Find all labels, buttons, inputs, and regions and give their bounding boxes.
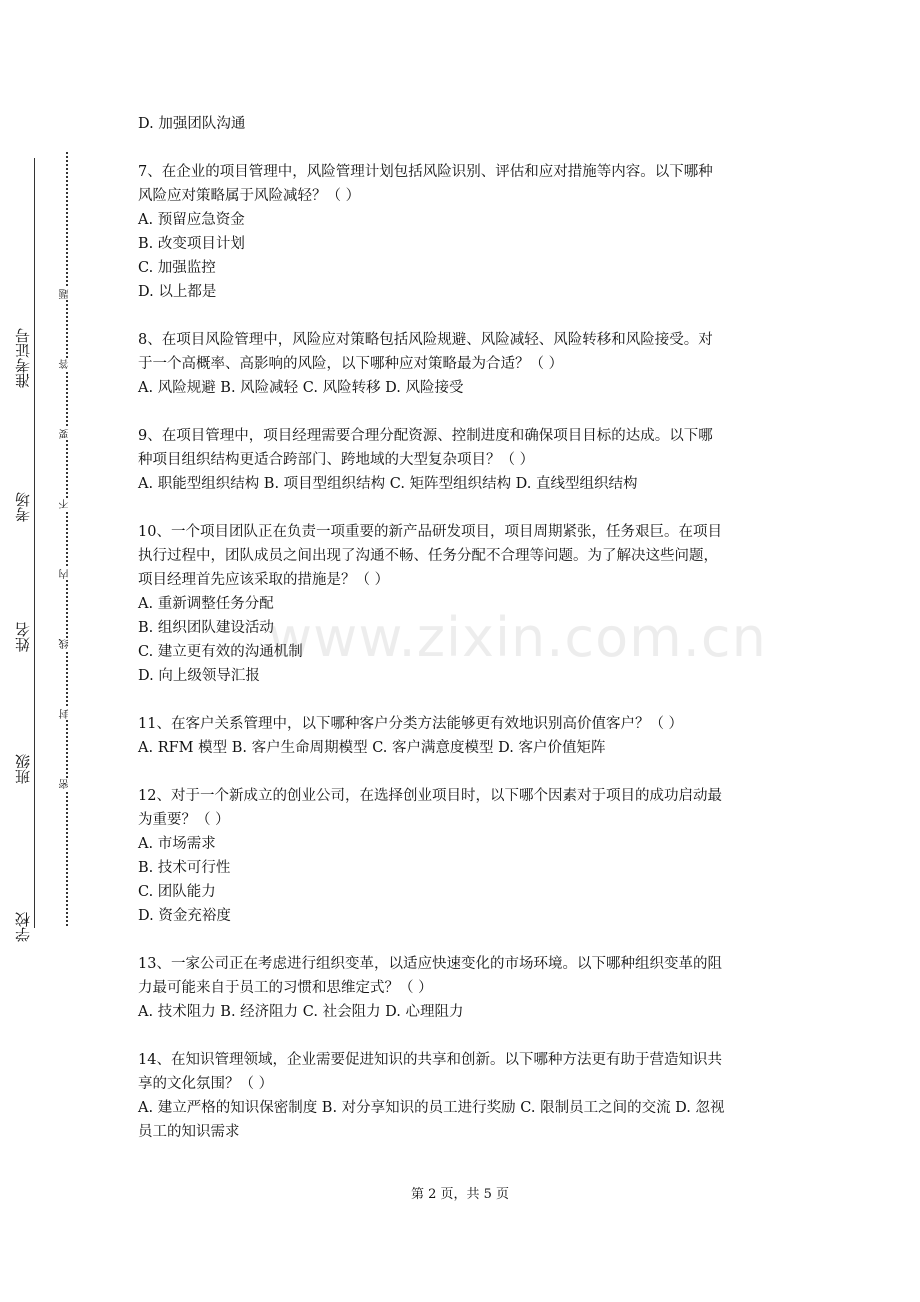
- question-10-line-3: 项目经理首先应该采取的措施是？（ ）: [138, 572, 390, 588]
- question-7-line-2: 风险应对策略属于风险减轻？（ ）: [138, 188, 361, 204]
- seal-dotted-line: [66, 152, 68, 926]
- seal-char: 密: [60, 779, 71, 789]
- option-line: A. 建立严格的知识保密制度 B. 对分享知识的员工进行奖励 C. 限制员工之间的交流 D. 忽视: [138, 1100, 725, 1116]
- question-11-line-1: 11、在客户关系管理中，以下哪种客户分类方法能够更有效地识别高价值客户？（ ）: [138, 716, 684, 732]
- question-7-line-1: 7、在企业的项目管理中，风险管理计划包括风险识别、评估和应对措施等内容。以下哪种: [138, 164, 713, 180]
- question-8-line-2: 于一个高概率、高影响的风险，以下哪种应对策略最为合适？（ ）: [138, 356, 564, 372]
- seal-char: 要: [60, 429, 71, 439]
- option-line: B. 组织团队建设活动: [138, 620, 274, 636]
- option-line: A. 风险规避 B. 风险减轻 C. 风险转移 D. 风险接受: [138, 380, 464, 396]
- option-line: D. 以上都是: [138, 284, 217, 300]
- spacer: [138, 760, 786, 784]
- question-10-line-1: 10、一个项目团队正在负责一项重要的新产品研发项目，项目周期紧张，任务艰巨。在项目: [138, 524, 722, 540]
- seal-char: 内: [60, 569, 71, 579]
- question-8-line-1: 8、在项目风险管理中，风险应对策略包括风险规避、风险减轻、风险转移和风险接受。对: [138, 332, 713, 348]
- option-line: A. 市场需求: [138, 836, 216, 852]
- option-line: A. 职能型组织结构 B. 项目型组织结构 C. 矩阵型组织结构 D. 直线型组织结构: [138, 476, 638, 492]
- watermark: www.zixin.com.cn: [268, 606, 767, 669]
- seal-char: 不: [60, 499, 71, 509]
- option-line: A. RFM 模型 B. 客户生命周期模型 C. 客户满意度模型 D. 客户价值矩阵: [138, 740, 606, 756]
- spacer: [138, 928, 786, 952]
- option-line: D. 向上级领导汇报: [138, 668, 260, 684]
- seal-char: 题: [60, 289, 71, 299]
- option-line: B. 技术可行性: [138, 860, 231, 876]
- option-line: 员工的知识需求: [138, 1124, 240, 1140]
- spacer: [138, 304, 786, 328]
- class-label: 班级: [14, 754, 32, 784]
- question-9-line-1: 9、在项目管理中，项目经理需要合理分配资源、控制进度和确保项目目标的达成。以下哪: [138, 428, 713, 444]
- binding-margin: [0, 0, 100, 1302]
- spacer: [138, 400, 786, 424]
- question-14-line-1: 14、在知识管理领域，企业需要促进知识的共享和创新。以下哪种方法更有助于营造知识共: [138, 1052, 722, 1068]
- option-line: A. 重新调整任务分配: [138, 596, 274, 612]
- question-12-line-2: 为重要？（ ）: [138, 812, 230, 828]
- page-number: 第 2 页，共 5 页: [410, 1187, 510, 1202]
- binding-solid-line: [34, 158, 35, 928]
- option-line: C. 加强监控: [138, 260, 216, 276]
- spacer: [138, 136, 786, 160]
- question-13-line-1: 13、一家公司正在考虑进行组织变革，以适应快速变化的市场环境。以下哪种组织变革的阻: [138, 956, 722, 972]
- spacer: [138, 688, 786, 712]
- seal-char: 线: [60, 639, 71, 649]
- question-9-line-2: 种项目组织结构更适合跨部门、跨地域的大型复杂项目？（ ）: [138, 452, 535, 468]
- option-line: D. 加强团队沟通: [138, 116, 246, 132]
- spacer: [138, 1024, 786, 1048]
- question-10-line-2: 执行过程中，团队成员之间出现了沟通不畅、任务分配不合理等问题。为了解决这些问题，: [138, 548, 718, 564]
- exam-room-label: 考场: [14, 492, 32, 522]
- option-line: A. 技术阻力 B. 经济阻力 C. 社会阻力 D. 心理阻力: [138, 1004, 464, 1020]
- school-label: 学校: [14, 912, 32, 942]
- option-line: C. 团队能力: [138, 884, 216, 900]
- option-line: C. 建立更有效的沟通机制: [138, 644, 303, 660]
- exam-id-label: 准考证号: [14, 328, 32, 388]
- seal-char: 答: [60, 359, 71, 369]
- option-line: A. 预留应急资金: [138, 212, 245, 228]
- exam-content: [138, 112, 786, 1144]
- option-line: D. 资金充裕度: [138, 908, 231, 924]
- spacer: [138, 496, 786, 520]
- question-14-line-2: 享的文化氛围？（ ）: [138, 1076, 274, 1092]
- option-line: B. 改变项目计划: [138, 236, 245, 252]
- seal-char: 封: [60, 709, 71, 719]
- question-13-line-2: 力最可能来自于员工的习惯和思维定式？（ ）: [138, 980, 433, 996]
- name-label: 姓名: [14, 622, 32, 652]
- question-12-line-1: 12、对于一个新成立的创业公司，在选择创业项目时，以下哪个因素对于项目的成功启动最: [138, 788, 722, 804]
